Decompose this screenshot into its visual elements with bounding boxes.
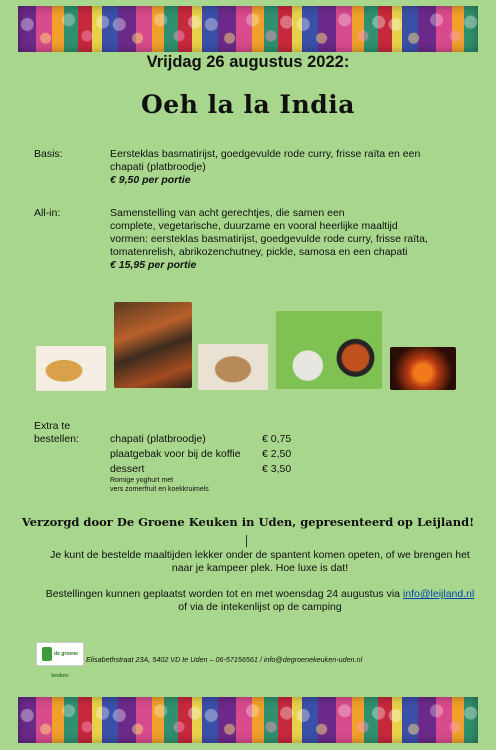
allin-label: All-in: [34, 207, 61, 219]
photo-samosa [36, 346, 106, 391]
extra-item-price: € 0,75 [262, 433, 292, 445]
dessert-note [110, 476, 209, 494]
extra-label-line-1: Extra te [34, 420, 71, 432]
extra-item-name: chapati (platbroodje) [110, 433, 206, 445]
extra-label-line-2: bestellen: [34, 433, 79, 445]
allin-line-1: Samenstelling van acht gerechtjes, die samen een [110, 207, 345, 219]
info-ordering-text: Bestellingen kunnen geplaatst worden tot en met woensdag 24 augustus via [45, 588, 403, 600]
basis-line-1: Eersteklas basmatirijst, goedgevulde rode curry, frisse raïta en een [110, 148, 421, 160]
dessert-note-line-1: Romige yoghurt met [110, 477, 174, 484]
allin-description [110, 207, 450, 272]
decorative-banner-bottom [18, 697, 478, 743]
event-date: Vrijdag 26 augustus 2022: [146, 53, 350, 71]
basis-line-2: chapati (platbroodje) [110, 161, 206, 173]
extra-item-name: plaatgebak voor bij de koffie [110, 448, 241, 460]
extra-label [34, 420, 79, 446]
photo-curry-plate [198, 344, 268, 390]
photo-meal-tray [276, 311, 382, 389]
basis-description [110, 148, 450, 187]
allin-line-2: complete, vegetarische, duurzame en vooral heerlijke maaltijd [110, 220, 398, 232]
allin-line-3: vormen: eersteklas basmatirijst, goedgevulde rode curry, frisse raïta, [110, 233, 428, 245]
page-title: Oeh la la India [141, 90, 355, 119]
photo-fire-grill [390, 347, 456, 390]
info-dining-line-2: naar je kampeer plek. Hoe luxe is dat! [171, 562, 349, 574]
extra-item-name: dessert [110, 463, 145, 475]
company-logo [36, 642, 84, 679]
info-ordering [40, 588, 480, 614]
email-link[interactable]: info@leijland.nl [402, 588, 475, 600]
logo-text: de groene keuken [51, 651, 78, 679]
extra-item-price: € 3,50 [262, 463, 292, 475]
tagline: Verzorgd door De Groene Keuken in Uden, gepresenteerd op Leijland! [21, 515, 475, 529]
info-ordering-line-2: of via de intekenlijst op de camping [178, 601, 342, 613]
decorative-banner-top [18, 6, 478, 52]
text-cursor [246, 535, 247, 547]
footer-address: Elisabethstraat 23A, 5402 VD te Uden – 06-57156561 / info@degroenekeuken-uden.nl [86, 655, 363, 664]
allin-line-4: tomatenrelish, abrikozenchutney, pickle, samosa en een chapati [110, 246, 408, 258]
basis-price: € 9,50 per portie [110, 174, 191, 186]
allin-price: € 15,95 per portie [110, 259, 197, 271]
photo-buffet [114, 302, 192, 388]
info-dining-line-1: Je kunt de bestelde maaltijden lekker onder de spantent komen opeten, of we brengen het [50, 549, 470, 561]
leaf-icon [42, 647, 52, 661]
basis-label: Basis: [34, 148, 63, 160]
extra-item-price: € 2,50 [262, 448, 292, 460]
info-dining [40, 549, 480, 575]
dessert-note-line-2: vers zomerfruit en koekkruimels [110, 486, 209, 493]
info-ordering-line-1 [40, 588, 480, 601]
